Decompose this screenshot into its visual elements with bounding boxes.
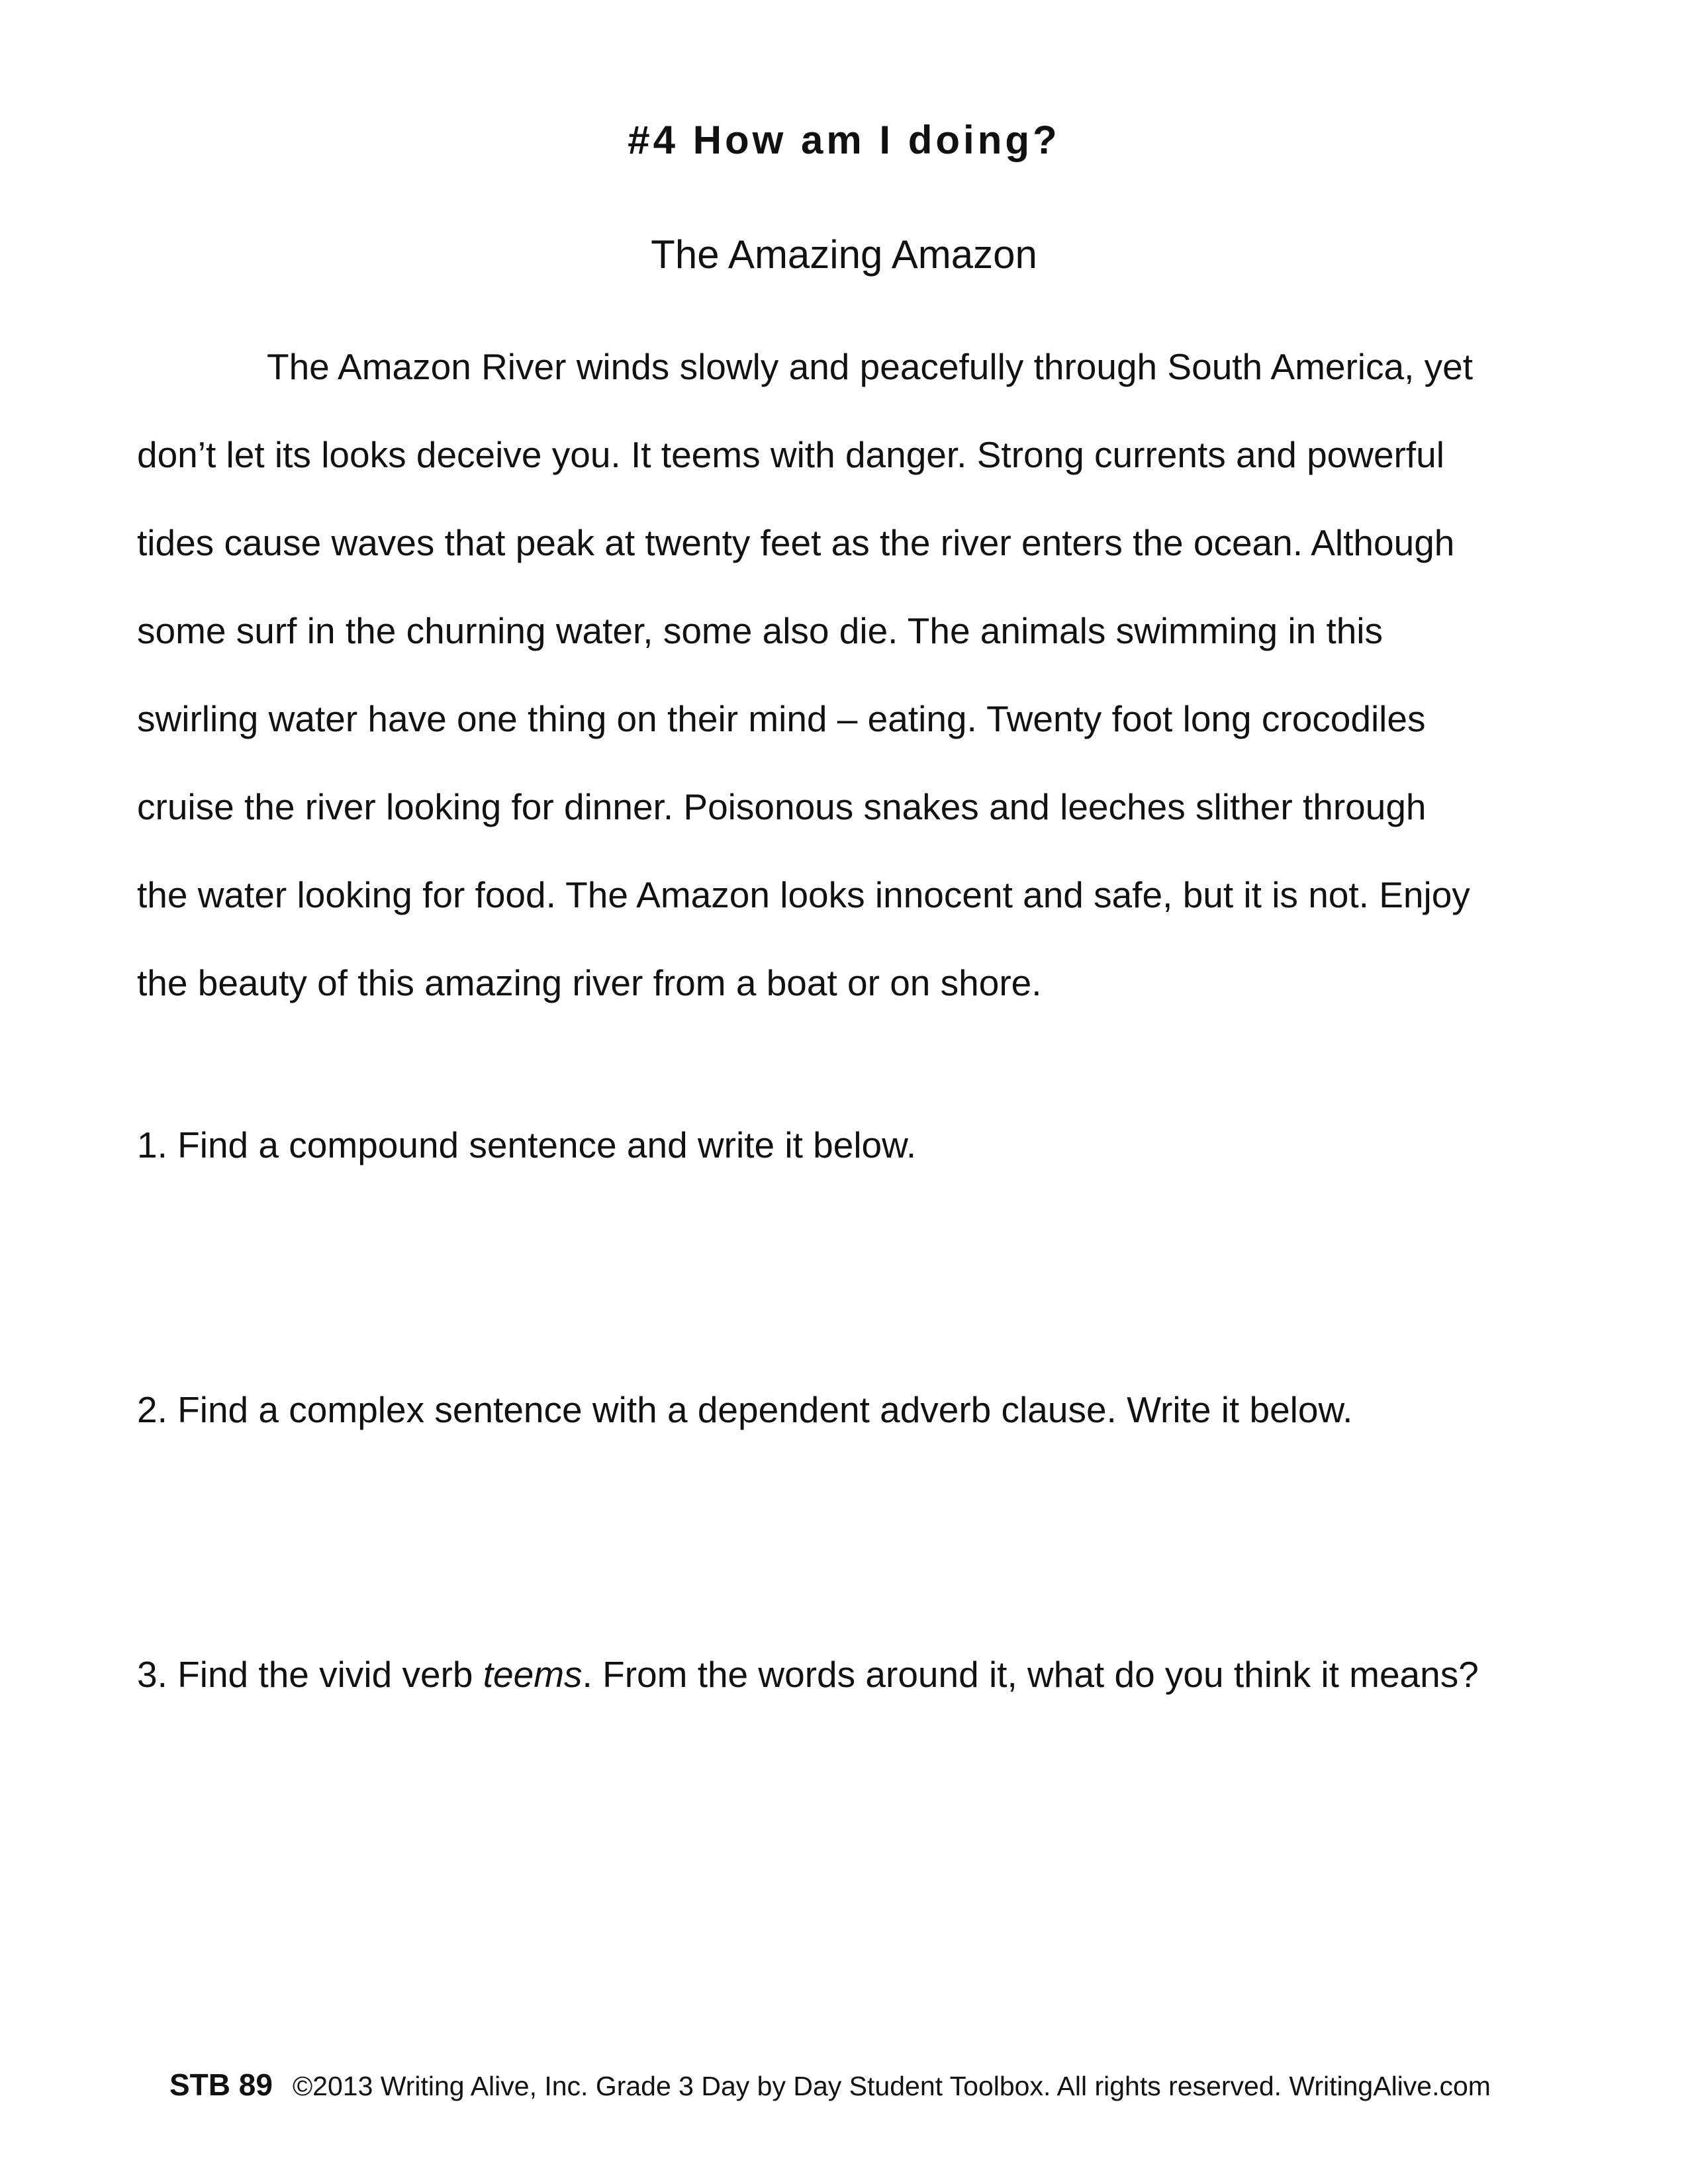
passage-line: don’t let its looks deceive you. It teems with danger. Strong currents and powerful	[137, 434, 1444, 475]
page-code: STB 89	[169, 2068, 273, 2102]
passage-line: cruise the river looking for dinner. Poisonous snakes and leeches slither through	[137, 786, 1427, 827]
passage-line: the water looking for food. The Amazon looks innocent and safe, but it is not. Enjoy	[137, 874, 1470, 915]
question-1: 1. Find a compound sentence and write it below.	[137, 1124, 917, 1165]
copyright-notice: ©2013 Writing Alive, Inc. Grade 3 Day by Day Student Toolbox. All rights reserved. WritingAlive.com	[292, 2071, 1491, 2101]
page-footer	[169, 2065, 1491, 2106]
question-3-text-end: . From the words around it, what do you think it means?	[582, 1654, 1479, 1695]
story-title: The Amazing Amazon	[651, 232, 1037, 277]
passage-line: some surf in the churning water, some also die. The animals swimming in this	[137, 610, 1383, 651]
reading-passage	[137, 323, 1567, 1027]
question-3-text-start: 3. Find the vivid verb	[137, 1654, 483, 1695]
passage-line: the beauty of this amazing river from a boat or on shore.	[137, 962, 1042, 1003]
question-2: 2. Find a complex sentence with a dependent adverb clause. Write it below.	[137, 1389, 1353, 1430]
question-3	[137, 1648, 1479, 1701]
passage-line: tides cause waves that peak at twenty feet as the river enters the ocean. Although	[137, 522, 1455, 563]
page-title: #4 How am I doing?	[628, 118, 1060, 162]
passage-line: The Amazon River winds slowly and peacefully through South America, yet	[267, 346, 1474, 387]
question-3-emphasis: teems	[483, 1654, 583, 1695]
passage-line: swirling water have one thing on their mind – eating. Twenty foot long crocodiles	[137, 698, 1426, 739]
